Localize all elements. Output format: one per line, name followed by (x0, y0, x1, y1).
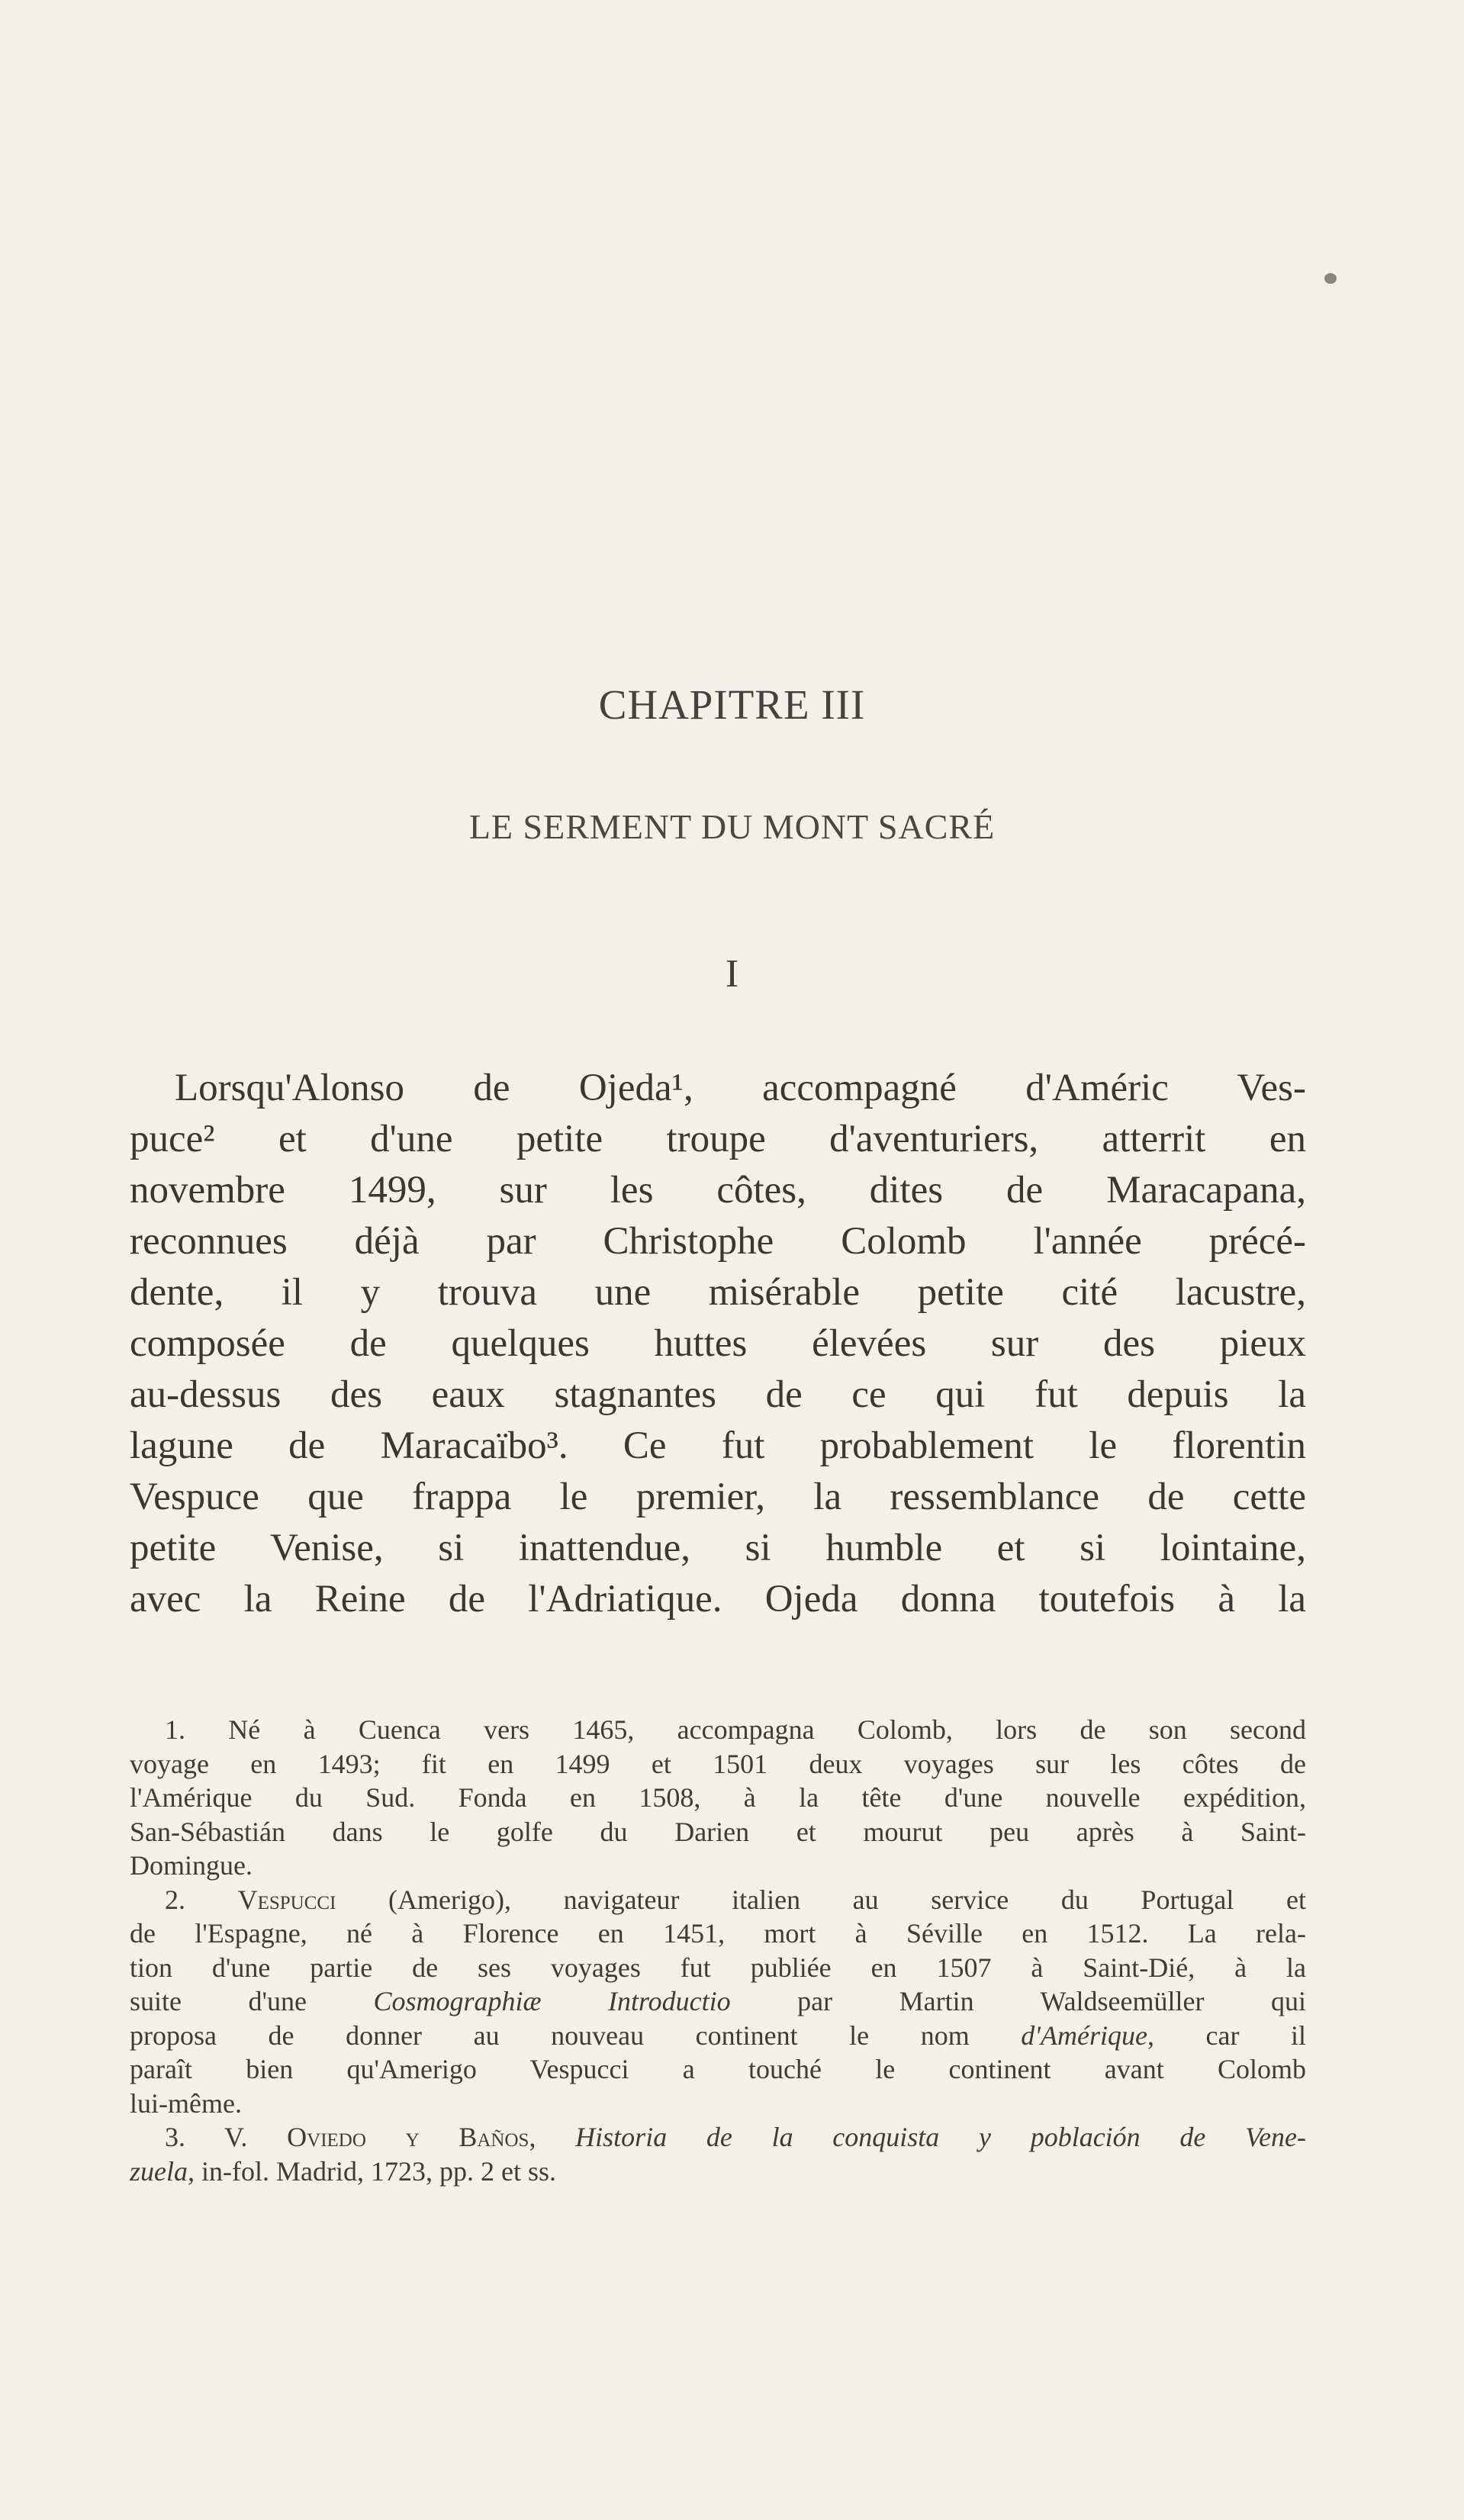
footnote-2-name-italic: d'Amérique (1021, 2020, 1147, 2051)
body-line: au-dessus des eaux stagnantes de ce qui fut depuis la (130, 1373, 1306, 1416)
body-line: composée de quelques huttes élevées sur des pieux (130, 1322, 1306, 1365)
section-number: I (725, 952, 739, 996)
footnote-3-book-title: Historia de la conquista y población de Vene- (575, 2122, 1306, 2152)
footnote-2-line: de l'Espagne, né à Florence en 1451, mort à Séville en 1512. La rela- (130, 1918, 1306, 1949)
footnote-1-line: Domingue. (130, 1850, 253, 1881)
footnote-1-line: 1. Né à Cuenca vers 1465, accompagna Colomb, lors de son second (165, 1714, 1306, 1745)
footnote-3-line (130, 2120, 1306, 2155)
chapter-heading: CHAPITRE III (598, 681, 866, 728)
footnote-3-book-title: zuela, (130, 2155, 195, 2187)
footnote-1-line: San-Sébastián dans le golfe du Darien et mourut peu après à Saint- (130, 1816, 1306, 1847)
footnote-3-number: 3. V. (165, 2122, 248, 2152)
ink-speck (1324, 273, 1337, 284)
footnote-2-line (130, 1883, 1306, 1917)
footnote-2-line: paraît bien qu'Amerigo Vespucci a touché le continent avant Colomb (130, 2054, 1306, 2084)
body-line: Lorsqu'Alonso de Ojeda¹, accompagné d'Améric Ves- (175, 1067, 1306, 1109)
body-line: reconnues déjà par Christophe Colomb l'année précé- (130, 1220, 1306, 1263)
body-line: avec la Reine de l'Adriatique. Ojeda donna toutefois à la (130, 1578, 1306, 1620)
footnote-1-line: l'Amérique du Sud. Fonda en 1508, à la tête d'une nouvelle expédition, (130, 1782, 1306, 1813)
footnote-1-line: voyage en 1493; fit en 1499 et 1501 deux voyages sur les côtes de (130, 1748, 1306, 1779)
footnote-2-text: , car il (1147, 2020, 1306, 2051)
footnote-2-line: tion d'une partie de ses voyages fut publiée en 1507 à Saint-Dié, à la (130, 1952, 1306, 1983)
footnote-2-number: 2. (165, 1884, 185, 1915)
body-paragraph (130, 1063, 1306, 1625)
footnote-3-author: Oviedo y Baños, (287, 2122, 536, 2152)
footnote-2-book-title: Cosmographiæ Introductio (373, 1986, 731, 2016)
chapter-title: LE SERMENT DU MONT SACRÉ (468, 807, 996, 846)
body-line: novembre 1499, sur les côtes, dites de Maracapana, (130, 1169, 1306, 1212)
footnote-3-text: in-fol. Madrid, 1723, pp. 2 et ss. (201, 2155, 556, 2187)
footnote-2-line (130, 2019, 1306, 2053)
footnote-2-text: suite d'une (130, 1986, 307, 2016)
footnotes (130, 1713, 1306, 2188)
body-line: dente, il y trouva une misérable petite cité lacustre, (130, 1271, 1306, 1314)
footnote-2-text: par Martin Waldseemüller qui (797, 1986, 1306, 2016)
footnote-3-line (130, 2155, 1306, 2189)
footnote-2-text: proposa de donner au nouveau continent le nom (130, 2020, 970, 2051)
body-line: Vespuce que frappa le premier, la ressemblance de cette (130, 1476, 1306, 1518)
footnote-2-author: Vespucci (237, 1884, 336, 1915)
body-line: petite Venise, si inattendue, si humble et si lointaine, (130, 1527, 1306, 1569)
footnote-2-line: lui-même. (130, 2087, 242, 2119)
body-line: puce² et d'une petite troupe d'aventuriers, atterrit en (130, 1118, 1306, 1160)
footnote-2-line (130, 1984, 1306, 2019)
footnote-2-text: (Amerigo), navigateur italien au service du Portugal et (388, 1884, 1306, 1915)
body-line: lagune de Maracaïbo³. Ce fut probablement le florentin (130, 1424, 1306, 1467)
